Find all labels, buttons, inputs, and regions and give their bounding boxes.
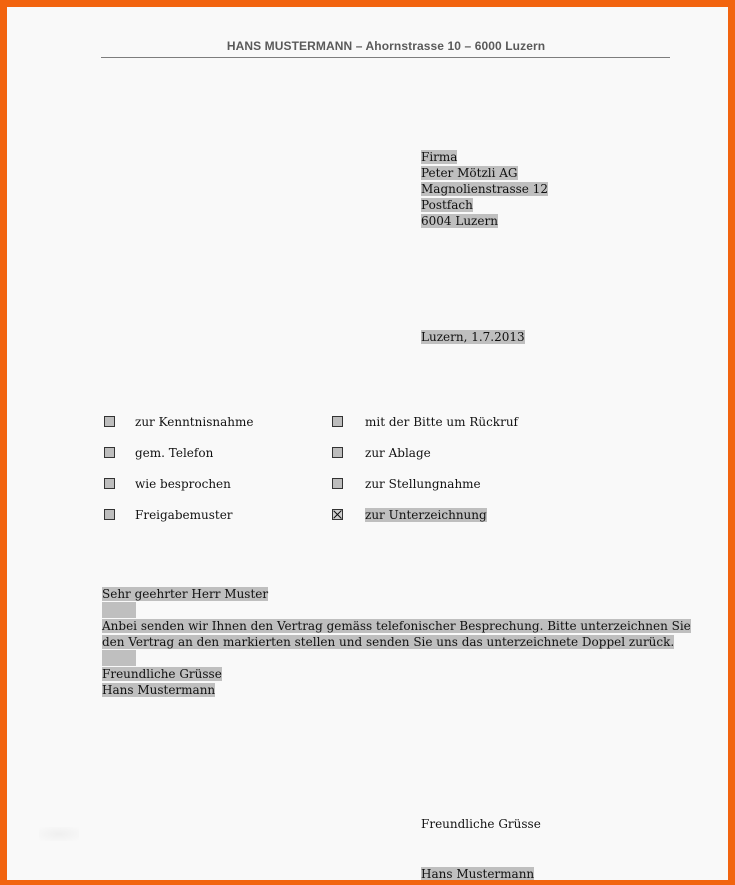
checkbox-telefon[interactable] bbox=[104, 447, 115, 458]
checkbox-label-telefon: gem. Telefon bbox=[135, 446, 214, 460]
checkbox-label-ablage: zur Ablage bbox=[365, 446, 431, 460]
recipient-city: 6004 Luzern bbox=[421, 214, 498, 228]
checkbox-label-rueckruf: mit der Bitte um Rückruf bbox=[365, 415, 518, 429]
recipient-line-1: Firma bbox=[421, 150, 458, 164]
checkbox-label-freigabemuster: Freigabemuster bbox=[135, 508, 233, 522]
recipient-line-3: Magnolienstrasse 12 bbox=[421, 182, 548, 196]
letterhead-rule bbox=[101, 57, 670, 58]
checkbox-stellungnahme[interactable] bbox=[332, 478, 343, 489]
salutation: Sehr geehrter Herr Muster bbox=[102, 587, 269, 601]
closing: Freundliche Grüsse bbox=[102, 667, 222, 681]
checkbox-rueckruf[interactable] bbox=[332, 416, 343, 427]
page-smudge bbox=[39, 827, 79, 841]
footer-signature: Hans Mustermann bbox=[421, 867, 535, 880]
recipient-line-4: Postfach bbox=[421, 198, 473, 212]
signature: Hans Mustermann bbox=[102, 683, 216, 697]
footer-closing: Freundliche Grüsse bbox=[421, 817, 541, 831]
checkbox-unterzeichnung[interactable] bbox=[332, 509, 343, 520]
checkbox-label-stellungnahme: zur Stellungnahme bbox=[365, 477, 481, 491]
checkbox-label-unterzeichnung: zur Unterzeichnung bbox=[365, 508, 487, 522]
checkbox-label-besprochen: wie besprochen bbox=[135, 477, 231, 491]
checkbox-kenntnisnahme[interactable] bbox=[104, 416, 115, 427]
letter-body bbox=[102, 586, 691, 698]
letter-page bbox=[7, 7, 728, 880]
recipient-address bbox=[421, 149, 548, 229]
checkbox-besprochen[interactable] bbox=[104, 478, 115, 489]
letter-date: Luzern, 1.7.2013 bbox=[421, 330, 525, 344]
checkbox-ablage[interactable] bbox=[332, 447, 343, 458]
body-line-2: den Vertrag an den markierten stellen und senden Sie uns das unterzeichnete Doppel zurück. bbox=[102, 635, 675, 649]
letterhead: HANS MUSTERMANN – Ahornstrasse 10 – 6000 Luzern bbox=[226, 39, 546, 53]
recipient-line-2: Peter Mötzli AG bbox=[421, 166, 518, 180]
checkbox-label-kenntnisnahme: zur Kenntnisnahme bbox=[135, 415, 254, 429]
checkbox-freigabemuster[interactable] bbox=[104, 509, 115, 520]
body-line-1: Anbei senden wir Ihnen den Vertrag gemäss telefonischer Besprechung. Bitte unterzeichnen Sie bbox=[102, 619, 691, 633]
